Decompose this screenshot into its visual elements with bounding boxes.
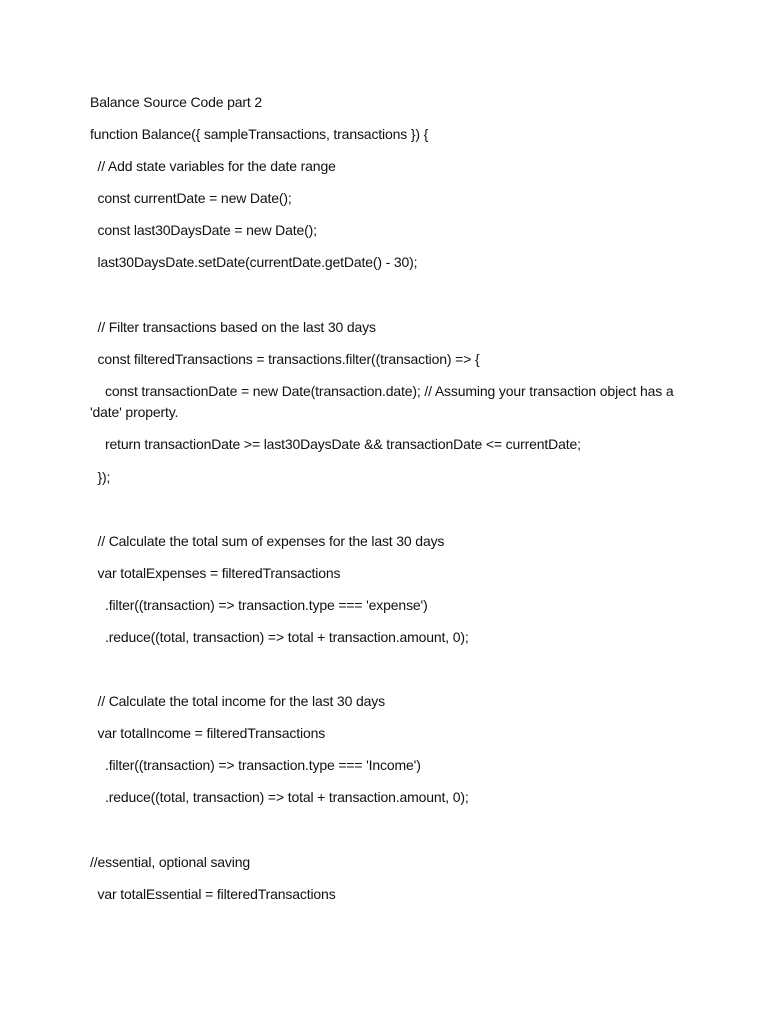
code-line: var totalExpenses = filteredTransactions: [90, 564, 341, 581]
code-comment: // Calculate the total sum of expenses for the last 30 days: [90, 532, 445, 549]
code-comment: //essential, optional saving: [90, 853, 251, 870]
document-body: [90, 92, 690, 916]
code-line: const filteredTransactions = transactions.filter((transaction) => {: [90, 350, 480, 367]
code-line: var totalIncome = filteredTransactions: [90, 725, 326, 742]
code-line: .reduce((total, transaction) => total + transaction.amount, 0);: [90, 789, 469, 806]
code-line: return transactionDate >= last30DaysDate && transactionDate <= currentDate;: [90, 436, 581, 453]
code-comment: // Add state variables for the date range: [90, 158, 336, 175]
code-line: .reduce((total, transaction) => total + transaction.amount, 0);: [90, 629, 469, 645]
blank-line: [90, 285, 690, 305]
code-line: var totalEssential = filteredTransactions: [90, 885, 336, 902]
code-comment: // Calculate the total income for the last 30 days: [90, 693, 385, 710]
code-line: const last30DaysDate = new Date();: [90, 222, 317, 239]
code-line: });: [90, 468, 111, 485]
code-line: .filter((transaction) => transaction.type === 'expense'): [90, 596, 428, 613]
blank-line: [90, 499, 690, 519]
code-line: const currentDate = new Date();: [90, 190, 292, 207]
code-line: const transactionDate = new Date(transaction.date); // Assuming your transaction object has a 'date' property.: [90, 382, 678, 421]
code-line: last30DaysDate.setDate(currentDate.getDate() - 30);: [90, 254, 418, 271]
code-comment: // Filter transactions based on the last 30 days: [90, 318, 376, 335]
code-line: .filter((transaction) => transaction.type === 'Income'): [90, 757, 421, 774]
blank-line: [90, 820, 690, 840]
document-title: Balance Source Code part 2: [90, 94, 262, 110]
blank-line: [90, 659, 690, 679]
code-line: function Balance({ sampleTransactions, transactions }) {: [90, 126, 429, 143]
